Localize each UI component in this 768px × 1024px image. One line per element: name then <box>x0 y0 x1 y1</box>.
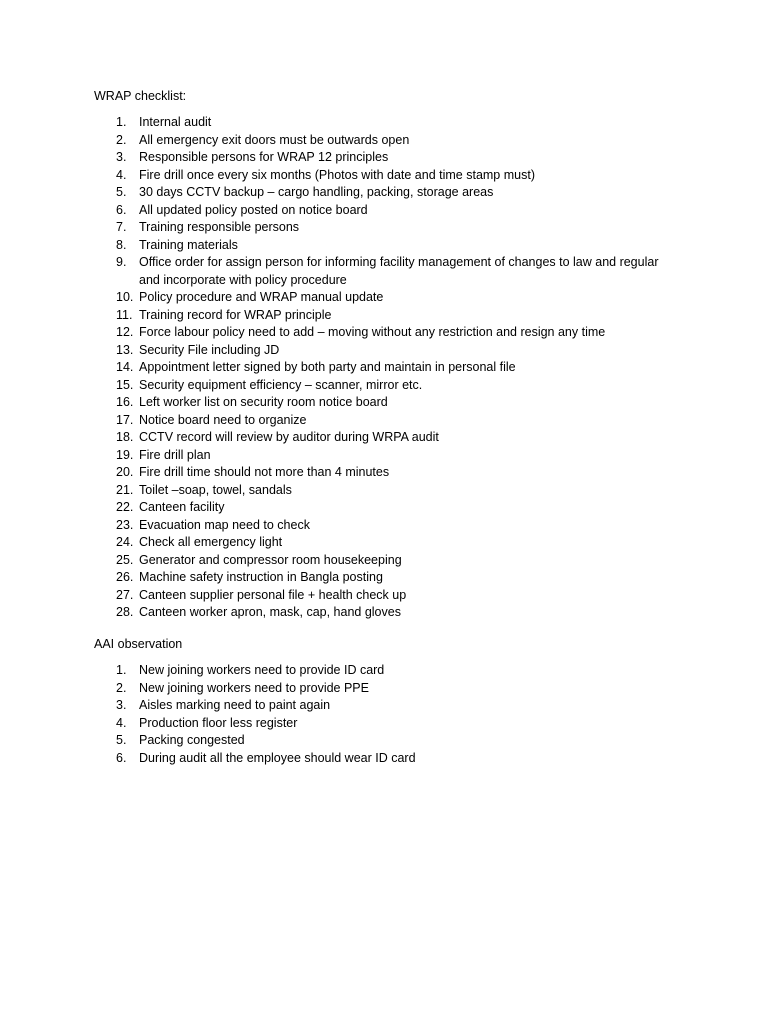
list-item <box>0 499 659 517</box>
list-item <box>0 429 659 447</box>
list-item-text: Packing congested <box>139 733 245 747</box>
list-item <box>0 587 659 605</box>
list-item-text: Production floor less register <box>139 715 298 730</box>
list-item-number: 16. <box>116 395 134 409</box>
list-item-text: 30 days CCTV backup – cargo handling, packing, storage areas <box>139 185 494 199</box>
list-item <box>0 680 659 698</box>
list-item-number: 4. <box>116 167 127 182</box>
list-item <box>0 202 659 220</box>
list-item-number: 22. <box>116 500 134 514</box>
section-heading-wrap-checklist: WRAP checklist: <box>94 89 187 103</box>
list-item-number: 12. <box>116 325 134 339</box>
list-item-text: Office order for assign person for informing facility management of changes to law and regular and incorporate with policy procedure <box>139 255 659 287</box>
list-item-text: Policy procedure and WRAP manual update <box>139 290 384 304</box>
list-item-number: 5. <box>116 185 127 199</box>
list-item <box>0 324 659 342</box>
list-item-text: Training materials <box>139 237 238 252</box>
list-item-number: 27. <box>116 587 134 602</box>
list-item-text: Fire drill plan <box>139 447 211 462</box>
list-item <box>0 732 659 750</box>
list-item <box>0 237 659 255</box>
list-item-text: Machine safety instruction in Bangla posting <box>139 570 383 584</box>
list-item-number: 1. <box>116 663 127 677</box>
list-item-number: 3. <box>116 150 127 164</box>
list-item <box>0 359 659 377</box>
list-item-text: Fire drill time should not more than 4 minutes <box>139 465 390 479</box>
list-item-text: Security File including JD <box>139 342 280 357</box>
list-item <box>0 219 659 237</box>
list-item-number: 20. <box>116 465 134 479</box>
list-item <box>0 517 659 535</box>
list-item-text: Canteen supplier personal file + health check up <box>139 587 407 602</box>
aai-observation-list <box>0 662 768 767</box>
wrap-checklist-list <box>0 114 768 622</box>
list-item-number: 26. <box>116 570 134 584</box>
list-item <box>0 750 659 768</box>
list-item-text: Training responsible persons <box>139 220 300 234</box>
list-item <box>0 289 659 307</box>
list-item-text: New joining workers need to provide PPE <box>139 680 369 695</box>
list-item-text: During audit all the employee should wear ID card <box>139 750 416 765</box>
list-item <box>0 447 659 465</box>
list-item-text: All emergency exit doors must be outwards open <box>139 132 410 147</box>
list-item <box>0 662 659 680</box>
list-item-number: 17. <box>116 412 134 427</box>
list-item <box>0 167 659 185</box>
list-item-text: All updated policy posted on notice board <box>139 202 368 217</box>
list-item-number: 24. <box>116 535 134 549</box>
list-item <box>0 132 659 150</box>
list-item <box>0 715 659 733</box>
list-item-number: 18. <box>116 430 134 444</box>
list-item-number: 19. <box>116 447 134 462</box>
list-item-text: Evacuation map need to check <box>139 517 310 532</box>
list-item <box>0 697 659 715</box>
list-item <box>0 552 659 570</box>
list-item <box>0 114 659 132</box>
list-item-number: 15. <box>116 377 134 392</box>
list-item-number: 3. <box>116 698 127 712</box>
list-item <box>0 482 659 500</box>
list-item-number: 13. <box>116 342 134 357</box>
list-item <box>0 342 659 360</box>
list-item-text: Canteen facility <box>139 500 225 514</box>
list-item-text: Appointment letter signed by both party and maintain in personal file <box>139 360 516 374</box>
list-item-number: 2. <box>116 680 127 695</box>
list-item-number: 7. <box>116 220 127 234</box>
list-item <box>0 534 659 552</box>
list-item <box>0 377 659 395</box>
list-item-number: 8. <box>116 237 127 252</box>
list-item-text: Training record for WRAP principle <box>139 307 332 322</box>
list-item-text: Left worker list on security room notice board <box>139 395 388 409</box>
list-item-text: Internal audit <box>139 115 212 129</box>
list-item-text: Responsible persons for WRAP 12 principles <box>139 150 389 164</box>
list-item <box>0 184 659 202</box>
list-item-number: 14. <box>116 360 134 374</box>
list-item-text: Fire drill once every six months (Photos with date and time stamp must) <box>139 167 535 182</box>
list-item-number: 28. <box>116 605 134 619</box>
list-item-number: 23. <box>116 517 134 532</box>
list-item-number: 2. <box>116 132 127 147</box>
list-item-text: Force labour policy need to add – moving without any restriction and resign any time <box>139 325 606 339</box>
list-item-number: 6. <box>116 750 127 765</box>
list-item-number: 6. <box>116 202 127 217</box>
section-heading-aai-observation: AAI observation <box>94 637 183 651</box>
list-item-number: 5. <box>116 733 127 747</box>
list-item-number: 21. <box>116 482 134 497</box>
list-item-number: 25. <box>116 552 134 567</box>
list-item-number: 10. <box>116 290 134 304</box>
list-item <box>0 307 659 325</box>
list-item <box>0 149 659 167</box>
list-item <box>0 254 659 289</box>
list-item <box>0 412 659 430</box>
list-item-text: Toilet –soap, towel, sandals <box>139 482 292 497</box>
list-item <box>0 394 659 412</box>
list-item-text: CCTV record will review by auditor during WRPA audit <box>139 430 439 444</box>
list-item-text: Security equipment efficiency – scanner, mirror etc. <box>139 377 423 392</box>
list-item-text: New joining workers need to provide ID card <box>139 663 385 677</box>
list-item <box>0 464 659 482</box>
list-item <box>0 604 659 622</box>
list-item-number: 4. <box>116 715 127 730</box>
list-item-number: 11. <box>116 307 133 322</box>
list-item-text: Aisles marking need to paint again <box>139 698 331 712</box>
list-item-text: Canteen worker apron, mask, cap, hand gloves <box>139 605 401 619</box>
list-item <box>0 569 659 587</box>
list-item-number: 1. <box>116 115 127 129</box>
list-item-number: 9. <box>116 255 127 269</box>
list-item-text: Check all emergency light <box>139 535 283 549</box>
list-item-text: Notice board need to organize <box>139 412 307 427</box>
list-item-text: Generator and compressor room housekeeping <box>139 552 402 567</box>
